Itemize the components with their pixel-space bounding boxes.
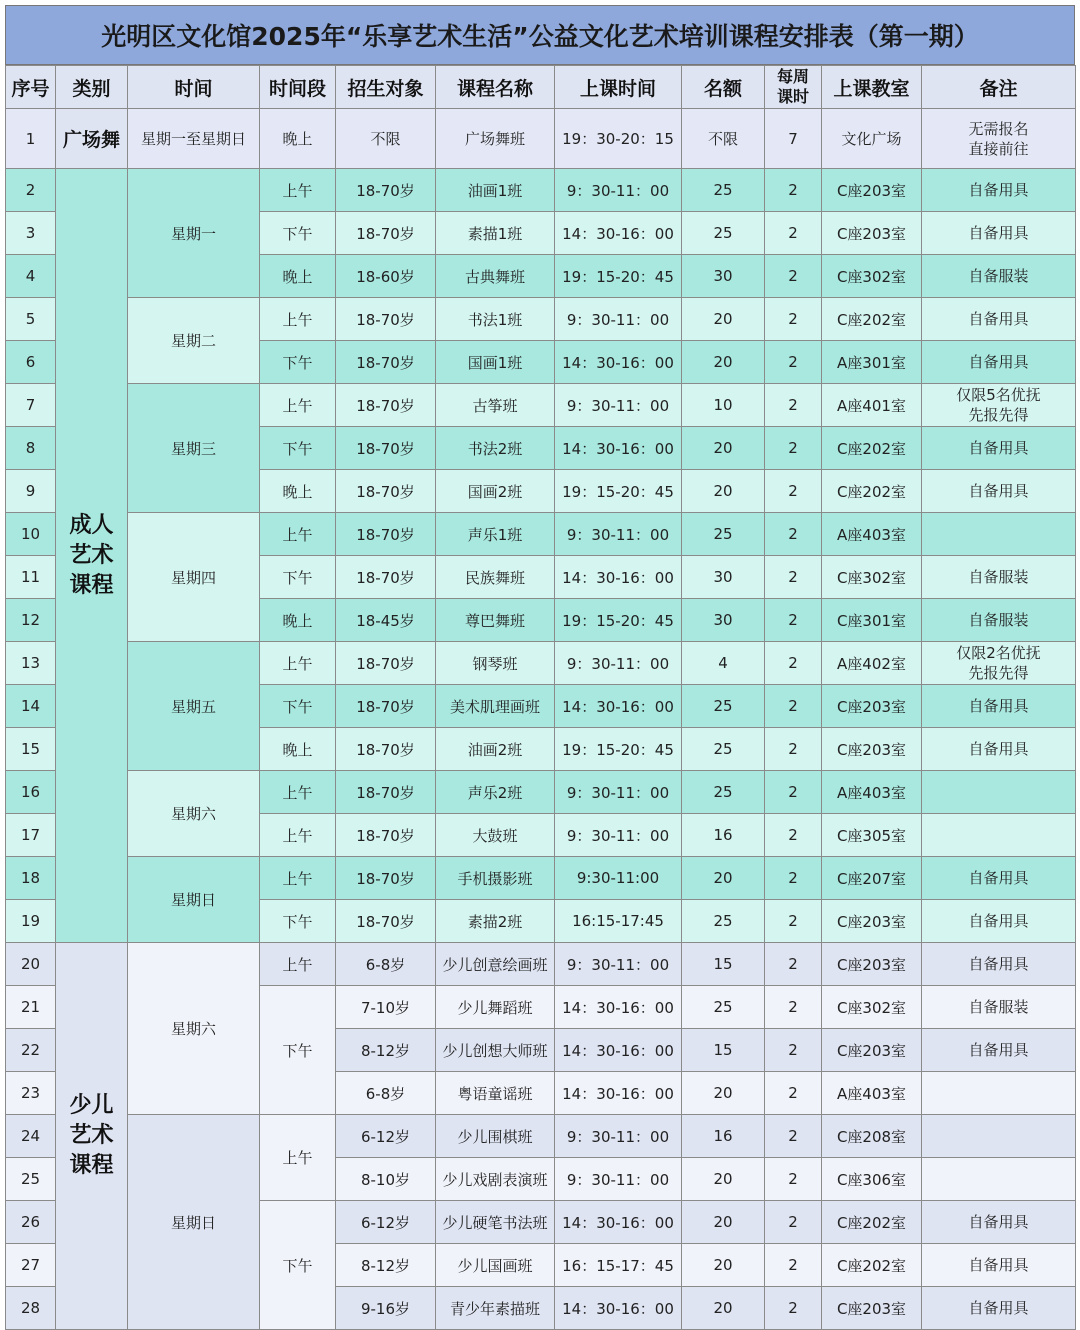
quota-cell: 25	[682, 728, 765, 771]
period-cell: 上午	[260, 642, 336, 685]
table-row	[6, 1115, 1076, 1158]
note-cell	[922, 1115, 1076, 1158]
target-cell: 6-8岁	[336, 943, 436, 986]
period-cell: 上午	[260, 771, 336, 814]
seq-cell: 25	[6, 1158, 56, 1201]
day-cell: 星期四	[128, 513, 260, 642]
weekly-hours-cell: 2	[765, 728, 822, 771]
class-time-cell: 19：15-20：45	[555, 470, 682, 513]
note-cell: 自备用具	[922, 427, 1076, 470]
note-cell: 自备用具	[922, 900, 1076, 943]
note-cell: 自备服装	[922, 599, 1076, 642]
seq-cell: 27	[6, 1244, 56, 1287]
header-time: 时间	[128, 66, 260, 109]
seq-cell: 12	[6, 599, 56, 642]
seq-cell: 10	[6, 513, 56, 556]
room-cell: C座202室	[822, 427, 922, 470]
quota-cell: 20	[682, 1287, 765, 1330]
note-cell: 自备用具	[922, 857, 1076, 900]
target-cell: 18-70岁	[336, 771, 436, 814]
quota-cell: 不限	[682, 109, 765, 169]
class-time-cell: 9：30-11：00	[555, 771, 682, 814]
note-cell: 自备用具	[922, 943, 1076, 986]
day-cell: 星期日	[128, 857, 260, 943]
day-cell: 星期五	[128, 642, 260, 771]
seq-cell: 7	[6, 384, 56, 427]
quota-cell: 15	[682, 943, 765, 986]
schedule-body	[6, 109, 1076, 1330]
period-cell: 晚上	[260, 599, 336, 642]
course-cell: 声乐2班	[436, 771, 555, 814]
header-seq: 序号	[6, 66, 56, 109]
period-cell: 上午	[260, 1115, 336, 1201]
room-cell: C座202室	[822, 1244, 922, 1287]
room-cell: C座203室	[822, 900, 922, 943]
class-time-cell: 14：30-16：00	[555, 986, 682, 1029]
quota-cell: 20	[682, 298, 765, 341]
course-cell: 广场舞班	[436, 109, 555, 169]
header-room: 上课教室	[822, 66, 922, 109]
header-weekly-hours: 每周 课时	[765, 66, 822, 109]
course-cell: 粤语童谣班	[436, 1072, 555, 1115]
day-cell: 星期三	[128, 384, 260, 513]
period-cell: 晚上	[260, 255, 336, 298]
quota-cell: 25	[682, 986, 765, 1029]
seq-cell: 13	[6, 642, 56, 685]
course-cell: 少儿国画班	[436, 1244, 555, 1287]
category-cell: 广场舞	[56, 109, 128, 169]
target-cell: 6-12岁	[336, 1201, 436, 1244]
course-cell: 民族舞班	[436, 556, 555, 599]
note-cell: 自备服装	[922, 255, 1076, 298]
seq-cell: 11	[6, 556, 56, 599]
course-cell: 书法1班	[436, 298, 555, 341]
room-cell: C座302室	[822, 556, 922, 599]
room-cell: A座301室	[822, 341, 922, 384]
weekly-hours-cell: 2	[765, 169, 822, 212]
category-cell: 少儿 艺术 课程	[56, 943, 128, 1330]
table-row	[6, 642, 1076, 685]
seq-cell: 20	[6, 943, 56, 986]
quota-cell: 25	[682, 771, 765, 814]
quota-cell: 16	[682, 1115, 765, 1158]
room-cell: C座302室	[822, 255, 922, 298]
quota-cell: 25	[682, 685, 765, 728]
course-cell: 钢琴班	[436, 642, 555, 685]
weekly-hours-cell: 2	[765, 943, 822, 986]
class-time-cell: 9：30-11：00	[555, 298, 682, 341]
seq-cell: 22	[6, 1029, 56, 1072]
class-time-cell: 19：30-20：15	[555, 109, 682, 169]
day-cell: 星期二	[128, 298, 260, 384]
course-cell: 国画2班	[436, 470, 555, 513]
course-cell: 少儿创意绘画班	[436, 943, 555, 986]
class-time-cell: 14：30-16：00	[555, 1029, 682, 1072]
seq-cell: 5	[6, 298, 56, 341]
period-cell: 下午	[260, 427, 336, 470]
course-cell: 大鼓班	[436, 814, 555, 857]
course-cell: 少儿舞蹈班	[436, 986, 555, 1029]
room-cell: C座203室	[822, 728, 922, 771]
class-time-cell: 9：30-11：00	[555, 943, 682, 986]
table-row	[6, 298, 1076, 341]
seq-cell: 2	[6, 169, 56, 212]
course-cell: 少儿围棋班	[436, 1115, 555, 1158]
room-cell: A座401室	[822, 384, 922, 427]
target-cell: 18-70岁	[336, 814, 436, 857]
weekly-hours-cell: 2	[765, 212, 822, 255]
table-row	[6, 169, 1076, 212]
room-cell: C座302室	[822, 986, 922, 1029]
period-cell: 上午	[260, 169, 336, 212]
seq-cell: 3	[6, 212, 56, 255]
target-cell: 7-10岁	[336, 986, 436, 1029]
day-cell: 星期一	[128, 169, 260, 298]
quota-cell: 20	[682, 1158, 765, 1201]
class-time-cell: 14：30-16：00	[555, 556, 682, 599]
quota-cell: 20	[682, 341, 765, 384]
quota-cell: 30	[682, 255, 765, 298]
header-note: 备注	[922, 66, 1076, 109]
period-cell: 上午	[260, 298, 336, 341]
target-cell: 18-70岁	[336, 341, 436, 384]
seq-cell: 1	[6, 109, 56, 169]
weekly-hours-cell: 2	[765, 771, 822, 814]
target-cell: 18-45岁	[336, 599, 436, 642]
room-cell: C座208室	[822, 1115, 922, 1158]
target-cell: 18-70岁	[336, 685, 436, 728]
room-cell: A座403室	[822, 513, 922, 556]
period-cell: 晚上	[260, 109, 336, 169]
note-cell: 无需报名 直接前往	[922, 109, 1076, 169]
quota-cell: 16	[682, 814, 765, 857]
class-time-cell: 9:30-11:00	[555, 857, 682, 900]
quota-cell: 20	[682, 1072, 765, 1115]
course-cell: 古典舞班	[436, 255, 555, 298]
room-cell: C座203室	[822, 1287, 922, 1330]
note-cell: 自备用具	[922, 1029, 1076, 1072]
target-cell: 18-70岁	[336, 212, 436, 255]
note-cell: 仅限5名优抚 先报先得	[922, 384, 1076, 427]
category-cell: 成人 艺术 课程	[56, 169, 128, 943]
room-cell: C座306室	[822, 1158, 922, 1201]
quota-cell: 25	[682, 900, 765, 943]
seq-cell: 28	[6, 1287, 56, 1330]
course-cell: 美术肌理画班	[436, 685, 555, 728]
quota-cell: 25	[682, 513, 765, 556]
weekly-hours-cell: 2	[765, 857, 822, 900]
period-cell: 下午	[260, 900, 336, 943]
note-cell: 仅限2名优抚 先报先得	[922, 642, 1076, 685]
day-cell: 星期一至星期日	[128, 109, 260, 169]
room-cell: C座203室	[822, 1029, 922, 1072]
table-row	[6, 384, 1076, 427]
course-cell: 尊巴舞班	[436, 599, 555, 642]
weekly-hours-cell: 2	[765, 470, 822, 513]
room-cell: C座203室	[822, 169, 922, 212]
note-cell	[922, 1158, 1076, 1201]
weekly-hours-cell: 2	[765, 986, 822, 1029]
seq-cell: 24	[6, 1115, 56, 1158]
quota-cell: 20	[682, 427, 765, 470]
course-cell: 青少年素描班	[436, 1287, 555, 1330]
room-cell: C座207室	[822, 857, 922, 900]
quota-cell: 30	[682, 599, 765, 642]
period-cell: 下午	[260, 986, 336, 1115]
class-time-cell: 19：15-20：45	[555, 255, 682, 298]
target-cell: 18-70岁	[336, 900, 436, 943]
target-cell: 9-16岁	[336, 1287, 436, 1330]
weekly-hours-cell: 2	[765, 599, 822, 642]
class-time-cell: 9：30-11：00	[555, 1158, 682, 1201]
schedule-document	[5, 5, 1075, 1330]
class-time-cell: 14：30-16：00	[555, 1201, 682, 1244]
target-cell: 18-70岁	[336, 298, 436, 341]
note-cell: 自备服装	[922, 556, 1076, 599]
seq-cell: 8	[6, 427, 56, 470]
room-cell: C座202室	[822, 298, 922, 341]
quota-cell: 30	[682, 556, 765, 599]
quota-cell: 25	[682, 212, 765, 255]
seq-cell: 16	[6, 771, 56, 814]
table-row	[6, 771, 1076, 814]
class-time-cell: 9：30-11：00	[555, 814, 682, 857]
target-cell: 18-70岁	[336, 642, 436, 685]
seq-cell: 21	[6, 986, 56, 1029]
course-cell: 古筝班	[436, 384, 555, 427]
table-row	[6, 857, 1076, 900]
class-time-cell: 16：15-17：45	[555, 1244, 682, 1287]
target-cell: 18-70岁	[336, 169, 436, 212]
target-cell: 18-70岁	[336, 427, 436, 470]
seq-cell: 23	[6, 1072, 56, 1115]
weekly-hours-cell: 2	[765, 513, 822, 556]
note-cell: 自备用具	[922, 169, 1076, 212]
header-course: 课程名称	[436, 66, 555, 109]
class-time-cell: 9：30-11：00	[555, 642, 682, 685]
target-cell: 18-70岁	[336, 513, 436, 556]
class-time-cell: 9：30-11：00	[555, 513, 682, 556]
weekly-hours-cell: 2	[765, 427, 822, 470]
quota-cell: 20	[682, 1244, 765, 1287]
weekly-hours-cell: 2	[765, 685, 822, 728]
period-cell: 上午	[260, 513, 336, 556]
quota-cell: 4	[682, 642, 765, 685]
seq-cell: 6	[6, 341, 56, 384]
class-time-cell: 16:15-17:45	[555, 900, 682, 943]
target-cell: 8-10岁	[336, 1158, 436, 1201]
class-time-cell: 9：30-11：00	[555, 169, 682, 212]
note-cell: 自备服装	[922, 986, 1076, 1029]
period-cell: 上午	[260, 814, 336, 857]
seq-cell: 19	[6, 900, 56, 943]
note-cell	[922, 513, 1076, 556]
target-cell: 不限	[336, 109, 436, 169]
quota-cell: 15	[682, 1029, 765, 1072]
table-row	[6, 943, 1076, 986]
course-cell: 素描2班	[436, 900, 555, 943]
course-cell: 油画2班	[436, 728, 555, 771]
target-cell: 18-70岁	[336, 728, 436, 771]
header-quota: 名额	[682, 66, 765, 109]
note-cell	[922, 1072, 1076, 1115]
class-time-cell: 9：30-11：00	[555, 1115, 682, 1158]
weekly-hours-cell: 2	[765, 384, 822, 427]
header-target: 招生对象	[336, 66, 436, 109]
header-period: 时间段	[260, 66, 336, 109]
course-cell: 少儿戏剧表演班	[436, 1158, 555, 1201]
class-time-cell: 14：30-16：00	[555, 1287, 682, 1330]
day-cell: 星期六	[128, 943, 260, 1115]
target-cell: 18-70岁	[336, 556, 436, 599]
note-cell: 自备用具	[922, 685, 1076, 728]
course-cell: 油画1班	[436, 169, 555, 212]
header-row	[6, 66, 1076, 109]
seq-cell: 26	[6, 1201, 56, 1244]
quota-cell: 10	[682, 384, 765, 427]
period-cell: 下午	[260, 1201, 336, 1330]
course-cell: 少儿创想大师班	[436, 1029, 555, 1072]
seq-cell: 14	[6, 685, 56, 728]
course-cell: 手机摄影班	[436, 857, 555, 900]
target-cell: 18-70岁	[336, 857, 436, 900]
class-time-cell: 14：30-16：00	[555, 212, 682, 255]
target-cell: 6-8岁	[336, 1072, 436, 1115]
table-row	[6, 109, 1076, 169]
seq-cell: 15	[6, 728, 56, 771]
note-cell: 自备用具	[922, 470, 1076, 513]
target-cell: 18-70岁	[336, 384, 436, 427]
weekly-hours-cell: 2	[765, 341, 822, 384]
note-cell	[922, 771, 1076, 814]
class-time-cell: 14：30-16：00	[555, 685, 682, 728]
weekly-hours-cell: 2	[765, 900, 822, 943]
note-cell: 自备用具	[922, 728, 1076, 771]
note-cell: 自备用具	[922, 1287, 1076, 1330]
weekly-hours-cell: 2	[765, 642, 822, 685]
class-time-cell: 19：15-20：45	[555, 599, 682, 642]
weekly-hours-cell: 2	[765, 1244, 822, 1287]
class-time-cell: 14：30-16：00	[555, 1072, 682, 1115]
target-cell: 6-12岁	[336, 1115, 436, 1158]
table-row	[6, 513, 1076, 556]
quota-cell: 20	[682, 857, 765, 900]
quota-cell: 25	[682, 169, 765, 212]
note-cell: 自备用具	[922, 1244, 1076, 1287]
period-cell: 上午	[260, 384, 336, 427]
seq-cell: 17	[6, 814, 56, 857]
period-cell: 下午	[260, 556, 336, 599]
target-cell: 8-12岁	[336, 1029, 436, 1072]
room-cell: C座202室	[822, 1201, 922, 1244]
weekly-hours-cell: 2	[765, 814, 822, 857]
class-time-cell: 19：15-20：45	[555, 728, 682, 771]
target-cell: 8-12岁	[336, 1244, 436, 1287]
weekly-hours-cell: 2	[765, 255, 822, 298]
weekly-hours-cell: 2	[765, 556, 822, 599]
schedule-table	[5, 65, 1076, 1330]
period-cell: 上午	[260, 857, 336, 900]
room-cell: C座203室	[822, 943, 922, 986]
weekly-hours-cell: 7	[765, 109, 822, 169]
quota-cell: 20	[682, 1201, 765, 1244]
room-cell: A座402室	[822, 642, 922, 685]
period-cell: 下午	[260, 685, 336, 728]
room-cell: A座403室	[822, 771, 922, 814]
weekly-hours-cell: 2	[765, 1115, 822, 1158]
seq-cell: 9	[6, 470, 56, 513]
course-cell: 书法2班	[436, 427, 555, 470]
note-cell: 自备用具	[922, 212, 1076, 255]
page-title: 光明区文化馆2025年“乐享艺术生活”公益文化艺术培训课程安排表（第一期）	[5, 5, 1075, 65]
room-cell: 文化广场	[822, 109, 922, 169]
seq-cell: 18	[6, 857, 56, 900]
weekly-hours-cell: 2	[765, 1072, 822, 1115]
course-cell: 国画1班	[436, 341, 555, 384]
course-cell: 少儿硬笔书法班	[436, 1201, 555, 1244]
room-cell: C座203室	[822, 685, 922, 728]
weekly-hours-cell: 2	[765, 1201, 822, 1244]
room-cell: A座403室	[822, 1072, 922, 1115]
period-cell: 下午	[260, 341, 336, 384]
class-time-cell: 14：30-16：00	[555, 427, 682, 470]
note-cell	[922, 814, 1076, 857]
note-cell: 自备用具	[922, 298, 1076, 341]
day-cell: 星期六	[128, 771, 260, 857]
room-cell: C座203室	[822, 212, 922, 255]
period-cell: 上午	[260, 943, 336, 986]
room-cell: C座305室	[822, 814, 922, 857]
quota-cell: 20	[682, 470, 765, 513]
class-time-cell: 14：30-16：00	[555, 341, 682, 384]
course-cell: 声乐1班	[436, 513, 555, 556]
room-cell: C座202室	[822, 470, 922, 513]
course-cell: 素描1班	[436, 212, 555, 255]
weekly-hours-cell: 2	[765, 1158, 822, 1201]
class-time-cell: 9：30-11：00	[555, 384, 682, 427]
day-cell: 星期日	[128, 1115, 260, 1330]
seq-cell: 4	[6, 255, 56, 298]
weekly-hours-cell: 2	[765, 298, 822, 341]
target-cell: 18-60岁	[336, 255, 436, 298]
period-cell: 晚上	[260, 728, 336, 771]
period-cell: 下午	[260, 212, 336, 255]
header-class-time: 上课时间	[555, 66, 682, 109]
note-cell: 自备用具	[922, 1201, 1076, 1244]
header-category: 类别	[56, 66, 128, 109]
period-cell: 晚上	[260, 470, 336, 513]
target-cell: 18-70岁	[336, 470, 436, 513]
weekly-hours-cell: 2	[765, 1029, 822, 1072]
weekly-hours-cell: 2	[765, 1287, 822, 1330]
note-cell: 自备用具	[922, 341, 1076, 384]
room-cell: C座301室	[822, 599, 922, 642]
